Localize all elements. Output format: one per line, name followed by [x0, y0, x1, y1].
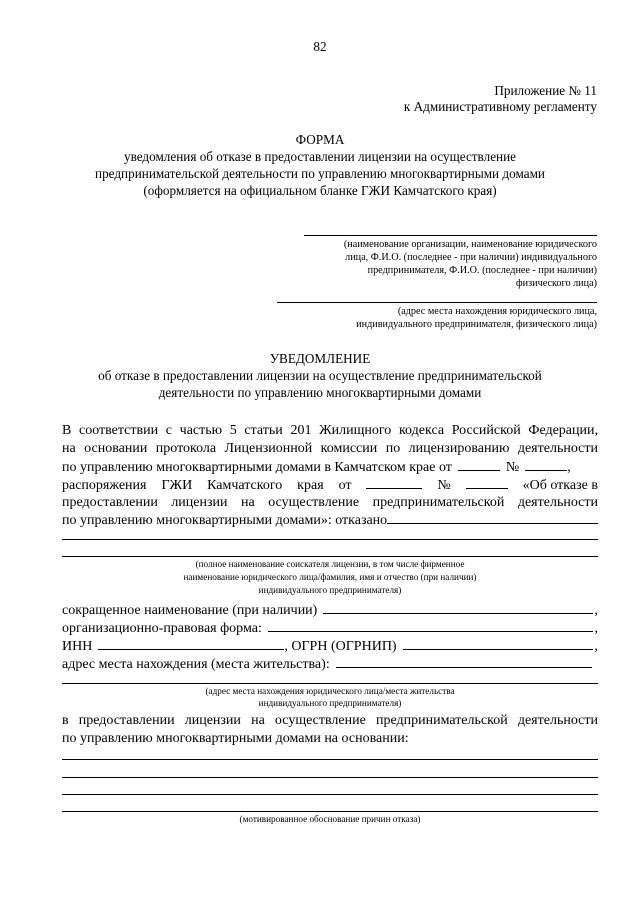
- body-line3-text: по управлению многоквартирными домами в Камчатском крае от: [62, 460, 452, 475]
- body-line3: [62, 458, 598, 476]
- basis-line1: в предоставлении лицензии на осуществление предпринимательской деятельности: [62, 713, 598, 728]
- protocol-date-blank: [458, 458, 500, 471]
- applicant-name-line1: [62, 539, 598, 540]
- applicant-caption-line2: наименование юридического лица/фамилия, имя и отчество (при наличии): [183, 572, 477, 582]
- body-line5: предоставлении лицензии на осуществление предпринимательской деятельности: [62, 495, 598, 510]
- inn-ogrn-field: [62, 637, 598, 655]
- short-name-comma: ,: [594, 603, 598, 618]
- reason-line2: [62, 777, 598, 778]
- order-number-sign: №: [437, 478, 451, 493]
- form-subtitle-line3: (оформляется на официальном бланке ГЖИ Камчатского края): [143, 183, 497, 198]
- notice-title: УВЕДОМЛЕНИЕ: [269, 351, 371, 366]
- body-line4: [62, 476, 598, 494]
- body-word-region: края: [297, 478, 324, 493]
- legal-form-field: [62, 619, 598, 637]
- legal-form-blank: [268, 619, 593, 632]
- inn-label: ИНН: [62, 639, 93, 654]
- applicant-caption-line3: индивидуального предпринимателя): [258, 585, 402, 595]
- body-line3-comma: ,: [567, 460, 571, 475]
- recipient-address-line: [277, 302, 597, 303]
- appendix-regulation: к Административному регламенту: [403, 99, 597, 114]
- recipient-address-caption-line1: (адрес места нахождения юридического лица,: [397, 306, 597, 317]
- order-number-blank: [466, 476, 508, 489]
- notice-subtitle-line1: об отказе в предоставлении лицензии на осуществление предпринимательской: [98, 368, 542, 383]
- body-word-gzhi: ГЖИ: [161, 478, 193, 493]
- recipient-address-caption-line2: индивидуального предпринимателя, физического лица): [356, 319, 597, 330]
- recipient-name-line: [304, 235, 597, 236]
- address-blank: [336, 655, 592, 668]
- reason-line1: [62, 759, 598, 760]
- short-name-blank: [323, 601, 592, 614]
- legal-form-label: организационно-правовая форма:: [62, 621, 262, 636]
- recipient-caption-line4: физического лица): [516, 278, 597, 289]
- body-word-order: распоряжения: [62, 478, 147, 493]
- recipient-caption-line3: предпринимателя, Ф.И.О. (последнее - при наличии): [367, 265, 597, 276]
- recipient-caption-line1: (наименование организации, наименование юридического: [343, 239, 597, 250]
- ogrn-label: , ОГРН (ОГРНИП): [284, 639, 397, 654]
- address-caption-line2: индивидуального предпринимателя): [258, 698, 402, 708]
- reason-line4: [62, 811, 598, 812]
- page-number: 82: [313, 39, 327, 54]
- inn-blank: [98, 637, 284, 650]
- order-date-blank: [366, 476, 422, 489]
- address-caption-line1: (адрес места нахождения юридического лица/места жительства: [205, 686, 455, 696]
- recipient-caption-line2: лица, Ф.И.О. (последнее - при наличии) индивидуального: [345, 252, 597, 263]
- form-subtitle-line1: уведомления об отказе в предоставлении лицензии на осуществление: [123, 149, 517, 164]
- ogrn-blank: [403, 637, 593, 650]
- form-title: ФОРМА: [295, 132, 345, 147]
- refused-to-blank: [387, 511, 598, 524]
- protocol-number-sign: №: [505, 460, 520, 475]
- appendix-number: Приложение № 11: [494, 83, 597, 98]
- body-word-kamchatka: Камчатского: [207, 478, 283, 493]
- basis-line2: по управлению многоквартирными домами на основании:: [62, 731, 409, 746]
- body-word-from: от: [338, 478, 352, 493]
- body-line6: [62, 511, 598, 529]
- body-line6-text: по управлению многоквартирными домами»: отказано: [62, 513, 388, 528]
- legal-form-comma: ,: [594, 621, 598, 636]
- protocol-number-blank: [525, 458, 567, 471]
- ogrn-comma: ,: [594, 639, 598, 654]
- body-order-title-start: «Об отказе в: [522, 478, 598, 493]
- address-line2: [62, 683, 598, 684]
- address-field: [62, 655, 598, 673]
- applicant-caption-line1: (полное наименование соискателя лицензии, в том числе фирменное: [195, 559, 465, 569]
- applicant-name-line2: [62, 556, 598, 557]
- body-line1: В соответствии с частью 5 статьи 201 Жилищного кодекса Российской Федерации,: [62, 423, 598, 438]
- address-label: адрес места нахождения (места жительства):: [62, 657, 330, 672]
- reason-caption: (мотивированное обоснование причин отказа): [239, 814, 421, 824]
- reason-line3: [62, 794, 598, 795]
- notice-subtitle-line2: деятельности по управлению многоквартирными домами: [158, 385, 482, 400]
- short-name-label: сокращенное наименование (при наличии): [62, 603, 318, 618]
- short-name-field: [62, 601, 598, 619]
- form-subtitle-line2: предпринимательской деятельности по управлению многоквартирными домами: [95, 166, 545, 181]
- body-line2: на основании протокола Лицензионной комиссии по лицензированию деятельности: [62, 441, 598, 456]
